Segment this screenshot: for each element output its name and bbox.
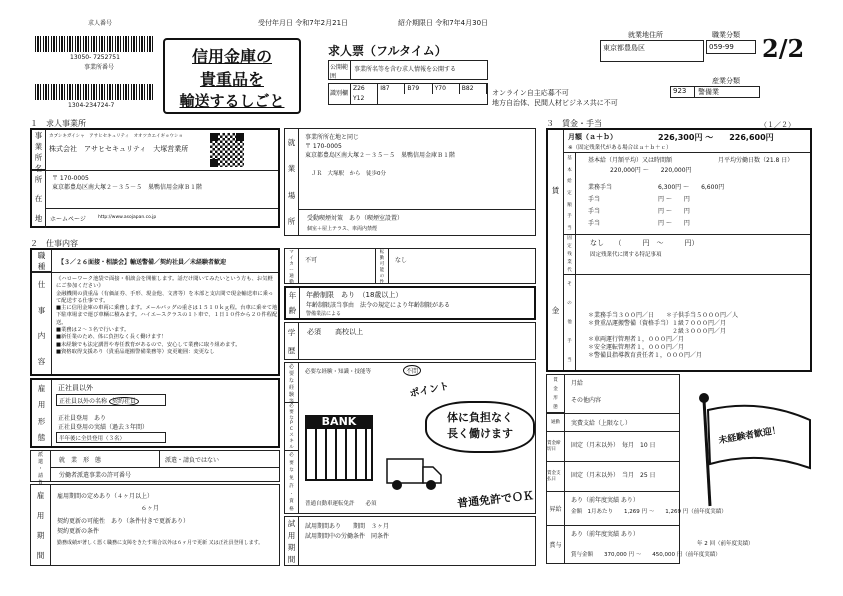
employment-label: 雇 用 形 態 bbox=[32, 380, 52, 446]
bonus-value: あり（前年度実績 あり） bbox=[571, 531, 639, 538]
allowance-row bbox=[588, 218, 808, 230]
online-note-1: オンライン自主応募不可 bbox=[492, 89, 569, 97]
pay-label: 賃金支払日 bbox=[547, 461, 565, 491]
promotion: 正社員登用 あり bbox=[58, 415, 107, 422]
employer-box bbox=[30, 128, 280, 228]
close-value: 固定（月末以外） 毎月 10 日 bbox=[571, 442, 656, 449]
smoking-policy: 受動喫煙対策 あり（喫煙室設置） bbox=[307, 215, 404, 222]
id-code: I87 bbox=[378, 84, 405, 94]
smoking-detail: 個室＋屋上テラス、車両内禁煙 bbox=[307, 226, 378, 232]
overtime-value: なし （ 円 ～ 円） bbox=[590, 239, 699, 247]
flag-icon bbox=[690, 390, 820, 510]
section-3-title: ３ 賃金・手当 bbox=[546, 119, 602, 128]
id-codes bbox=[351, 84, 487, 104]
requirements-box bbox=[284, 362, 536, 514]
commute-value: 実費支給（上限なし） bbox=[571, 420, 632, 427]
mycar-label: マ イ カ ー 通 勤 bbox=[285, 249, 299, 283]
office-no-label: 事業所番号 bbox=[84, 64, 115, 71]
place-zip: 〒 170-0005 bbox=[305, 143, 342, 150]
employment-name-field: 正社員以外の名称 契約社員 bbox=[56, 394, 166, 406]
disclosure-box bbox=[328, 60, 488, 80]
transfer-value: なし bbox=[395, 257, 408, 264]
wage-type-label: 賃 金 形 態 bbox=[547, 375, 565, 413]
bonus-label: 賞与 bbox=[547, 525, 565, 563]
ad-box bbox=[163, 38, 301, 114]
flag-text: 未経験者歓迎！ bbox=[717, 425, 782, 447]
point-line-2: 長く働けます bbox=[447, 427, 513, 440]
barcode-1 bbox=[35, 36, 155, 52]
term-months: ６ヶ月 bbox=[141, 505, 160, 512]
term-box bbox=[30, 484, 280, 566]
barcode-2-text: 1304-234724-7 bbox=[68, 102, 115, 109]
wage-monthly: 月給 bbox=[571, 380, 584, 387]
id-label: 識別欄 bbox=[329, 84, 351, 104]
place-access: ＪＲ 大塚駅 から 徒歩0分 bbox=[311, 171, 387, 177]
homepage-label: ホームページ bbox=[50, 216, 86, 223]
allowance-list bbox=[588, 182, 808, 230]
base-label: 基本給（月額平均）又は時間額 bbox=[588, 157, 673, 164]
id-code: B82 bbox=[460, 84, 487, 94]
promotion-result: 半年後に全員登用（３名） bbox=[56, 432, 166, 443]
dispatch-col1: 就 業 形 態 bbox=[59, 457, 102, 464]
education-value: 必須 高校以上 bbox=[307, 328, 363, 336]
homepage-url[interactable]: http://www.asojapan.co.jp bbox=[98, 215, 157, 220]
other-allowance-line: ２級３０００円／月 bbox=[588, 328, 727, 336]
job-cat-value: 059-99 bbox=[706, 40, 756, 54]
allowance-name: 手当 bbox=[588, 208, 601, 215]
allowance-name: 手当 bbox=[588, 196, 601, 203]
id-code: Z26 bbox=[351, 84, 378, 94]
age-reason: 年齢制限該当事由 法令の規定により年齢制限がある bbox=[306, 302, 451, 309]
point-cloud bbox=[425, 401, 535, 453]
page-number: 2/2 bbox=[762, 34, 805, 63]
dispatch-label: 派 遣 ・ 請 負 bbox=[31, 451, 51, 481]
age-box bbox=[284, 286, 536, 320]
disclosure-value: 事業所名等を含む求人情報を公開する bbox=[354, 66, 457, 73]
allowance-row bbox=[588, 206, 808, 218]
dispatch-license: 労働者派遣事業の許可番号 bbox=[59, 472, 132, 479]
other-allowance-line: ＊安全運転管理者１，０００円／月 bbox=[588, 344, 685, 352]
employer-loc-label: 所 在 地 bbox=[32, 170, 46, 228]
employment-box bbox=[30, 378, 280, 448]
industry-code: 923 bbox=[671, 87, 695, 97]
allowance-value: 円 ～ 円 bbox=[658, 196, 690, 203]
raise-label: 昇給 bbox=[547, 491, 565, 525]
experience-value: 必要な経験・知識・技能等 bbox=[305, 369, 372, 375]
expiry-date: 紹介期限日 令和7年4月30日 bbox=[398, 19, 489, 27]
dispatch-box bbox=[30, 450, 280, 486]
id-box bbox=[328, 83, 488, 105]
point-badge: ポイント bbox=[408, 380, 451, 400]
monthly-note: ※（固定残業代がある場合はａ＋ｂ＋ｃ） bbox=[568, 145, 672, 151]
term-label: 雇 用 期 間 bbox=[31, 485, 51, 565]
term-defined: 雇用期間の定めあり（４ヶ月以上） bbox=[57, 493, 154, 500]
trial-box bbox=[284, 516, 536, 566]
ad-line-1: 信用金庫の bbox=[191, 47, 272, 66]
term-renew-cond: 契約更新の条件 bbox=[57, 528, 100, 535]
experience-badge: 不問 bbox=[403, 365, 421, 376]
other-allowance-line: ＊車両運行管理者１，０００円／月 bbox=[588, 336, 685, 344]
promotion-detail: 正社員登用の実績（過去３年間） bbox=[58, 424, 149, 431]
license-label: 必 要 な 免 許 ・ 資 格 bbox=[285, 451, 299, 513]
term-renew: 契約更新の可能性 あり（条件付きで更新あり） bbox=[57, 518, 190, 525]
education-label: 学 歴 bbox=[285, 323, 299, 359]
workplace-side-label: 就 業 場 所 bbox=[285, 129, 299, 235]
allowance-row bbox=[588, 182, 808, 194]
workplace-value: 東京都豊島区 bbox=[600, 40, 704, 62]
mycar-value: 不可 bbox=[305, 257, 318, 264]
point-line-1: 体に負担なく bbox=[447, 411, 513, 424]
section-1-title: １ 求人事業所 bbox=[30, 119, 86, 128]
basic-side-label: 基 本 給 定 額 手 当 bbox=[564, 152, 576, 234]
allowance-value: 6,300円 ～ 6,600円 bbox=[658, 184, 725, 191]
place-address: 東京都豊島区南大塚２－３５－５ 巣鴨信用金庫Ｂ１階 bbox=[305, 152, 456, 159]
id-code: Y12 bbox=[351, 94, 378, 104]
monthly-value: 226,300円 ～ 226,600円 bbox=[658, 133, 774, 142]
other-allowance-side-label: そ の 他 手 当 bbox=[564, 274, 576, 370]
trial-value: 試用期間あり 期間 ３ヶ月 bbox=[305, 523, 390, 530]
trial-label: 試 用 期 間 bbox=[285, 517, 299, 565]
industry-label: 産業分類 bbox=[712, 77, 740, 85]
online-note-2: 地方自治体、民間人材ビジネス共に不可 bbox=[492, 99, 618, 107]
id-code: Y70 bbox=[433, 84, 460, 94]
barcode-2 bbox=[35, 84, 155, 100]
mycar-box bbox=[284, 248, 536, 284]
other-allowance-line: ＊警備員指導教育責任者１，０００円／月 bbox=[588, 352, 703, 360]
job-desc-label: 仕 事 内 容 bbox=[32, 272, 52, 374]
bonus-times: 年 2 回（前年度実績） bbox=[697, 541, 754, 547]
workplace-label: 就業地住所 bbox=[628, 31, 663, 39]
id-code: B79 bbox=[405, 84, 432, 94]
job-box bbox=[30, 248, 280, 376]
employment-type: 正社員以外 bbox=[58, 384, 93, 392]
close-label: 賃金締切日 bbox=[547, 431, 565, 461]
ad-line-3: 輸送するしごと bbox=[179, 92, 285, 110]
barcode-1-text: 13050- 7252751 bbox=[70, 54, 120, 61]
employer-address: 東京都豊島区南大塚２－３５－５ 巣鴨信用金庫Ｂ１階 bbox=[52, 184, 203, 191]
allowance-name: 手当 bbox=[588, 220, 601, 227]
industry-name: 警備業 bbox=[698, 88, 719, 96]
raise-amount: 金額 1月あたり 1,269 円 ～ 1,269 円（前年度実績） bbox=[571, 509, 727, 515]
industry-box bbox=[670, 86, 760, 98]
job-title: 【３／２６面接・相談会】輸送警備／契約社員／未経験者歓迎 bbox=[58, 259, 227, 266]
allowance-row bbox=[588, 194, 808, 206]
raise-value: あり（前年度実績 あり） bbox=[571, 497, 639, 504]
education-box bbox=[284, 322, 536, 360]
allowance-name: 業務手当 bbox=[588, 184, 613, 191]
section-2-title: ２ 仕事内容 bbox=[30, 239, 78, 248]
dispatch-col2: 派遣・請負ではない bbox=[165, 457, 220, 464]
qr-code bbox=[210, 133, 244, 167]
bank-illustration bbox=[305, 415, 373, 487]
allowance-value: 円 ～ 円 bbox=[658, 220, 690, 227]
other-allowances bbox=[588, 312, 810, 361]
section-3-page: （１／２） bbox=[760, 121, 795, 129]
receipt-date: 受付年月日 令和7年2月21日 bbox=[258, 19, 349, 27]
handwritten-ok: 普通免許でＯＫ bbox=[456, 489, 535, 510]
job-description: 《ハローワーク池袋で面接・相談会を開催します。話だけ聞いてみたいという方も、お気軽にご参加ください》 金融機関の貴重品（有価証券、手形、現金他、文書等）を本部と支店間で現金輸送車に乗って配送する仕事です。 ■主に信用金庫の車両に乗務します。メールバッグの重さは１５１０ｋｇ程。台車に乗せて地下駐車場まで運び車輌に積みます。ハイエースクラスの１ト車で、１日１０件から２０件程配送。 ■業務は２～３名で行います。 ■新任業のため、体に負担なく長く働けます！ ■未経験でも法定講習や専任教育があるので、安心して業務に取り組めます。 ■資格取得支援あり（貴重品運搬警備業務等）変更範囲：変更なし bbox=[56, 276, 278, 355]
form-title: 求人票（フルタイム） bbox=[328, 44, 447, 58]
wage-other: その他内容 bbox=[571, 397, 602, 404]
experience-label: 必 要 な 経 験 等 bbox=[285, 363, 299, 403]
overtime-side-label: 固 定 残 業 代 bbox=[564, 234, 576, 274]
bank-building-icon bbox=[305, 429, 373, 481]
monthly-label: 月額（ａ＋ｂ） bbox=[568, 133, 617, 141]
ad-line-2: 貴重品を bbox=[199, 70, 264, 89]
place-same: 事業所所在地と同じ bbox=[305, 134, 360, 141]
truck-icon bbox=[385, 453, 443, 493]
transfer-label: 転 勤 可 能 の 性 bbox=[375, 249, 389, 283]
base-value: 220,000円 ～ 220,000円 bbox=[610, 167, 692, 174]
term-note: 勤務成績が著しく悪く職務に支障をきたす場合以外は６ヶ月で更新 又は正社員登用します。 bbox=[57, 540, 264, 546]
app-no-label: 求人番号 bbox=[88, 20, 113, 27]
other-allowance-line: ＊貴重品運搬警備（資格手当）１級７０００円／月 bbox=[588, 320, 727, 328]
pc-skill-label: 必 要 な P C ス キ ル bbox=[285, 403, 299, 451]
employer-zip: 〒 170-0005 bbox=[52, 175, 89, 182]
trial-detail: 試用期間中の労働条件 同条件 bbox=[305, 533, 390, 540]
allowance-value: 円 ～ 円 bbox=[658, 208, 690, 215]
employer-kana: カブシキガイシャ アサヒセキュリティ オオツカエイギョウショ bbox=[49, 134, 183, 139]
age-limit: 年齢制限 あり （18歳以上） bbox=[306, 291, 403, 299]
commute-label: 通勤 bbox=[547, 413, 565, 431]
age-reason-detail: 警備業法による bbox=[306, 311, 342, 317]
bank-sign: BANK bbox=[305, 415, 373, 429]
age-label: 年 齢 bbox=[286, 288, 300, 318]
bonus-amount: 賞与金額 370,000 円 ～ 450,000 円（前年度実績） bbox=[571, 552, 721, 558]
employer-name: 株式会社 アサヒセキュリティ 大塚営業所 bbox=[49, 145, 189, 153]
workplace-box bbox=[284, 128, 536, 236]
employer-name-label: 事 業 所 名 bbox=[32, 130, 46, 170]
job-title-label: 職 種 bbox=[32, 250, 52, 272]
overtime-note: 固定残業代に関する特記事項 bbox=[590, 252, 662, 258]
license-value: 普通自動車運転免許 必須 bbox=[305, 501, 377, 507]
pay-value: 固定（月末以外） 当月 25 日 bbox=[571, 472, 656, 479]
work-days: 月平均労働日数（21.8 日） bbox=[718, 157, 794, 164]
job-cat-label: 職業分類 bbox=[712, 31, 740, 39]
wage-side-label: 賃 金 bbox=[548, 130, 564, 370]
wage-box bbox=[546, 128, 812, 372]
other-allowance-line: ＊業務手当３００円／日 ＊子供手当５０００円／人 bbox=[588, 312, 739, 319]
disclosure-label: 公開範囲 bbox=[329, 61, 351, 79]
